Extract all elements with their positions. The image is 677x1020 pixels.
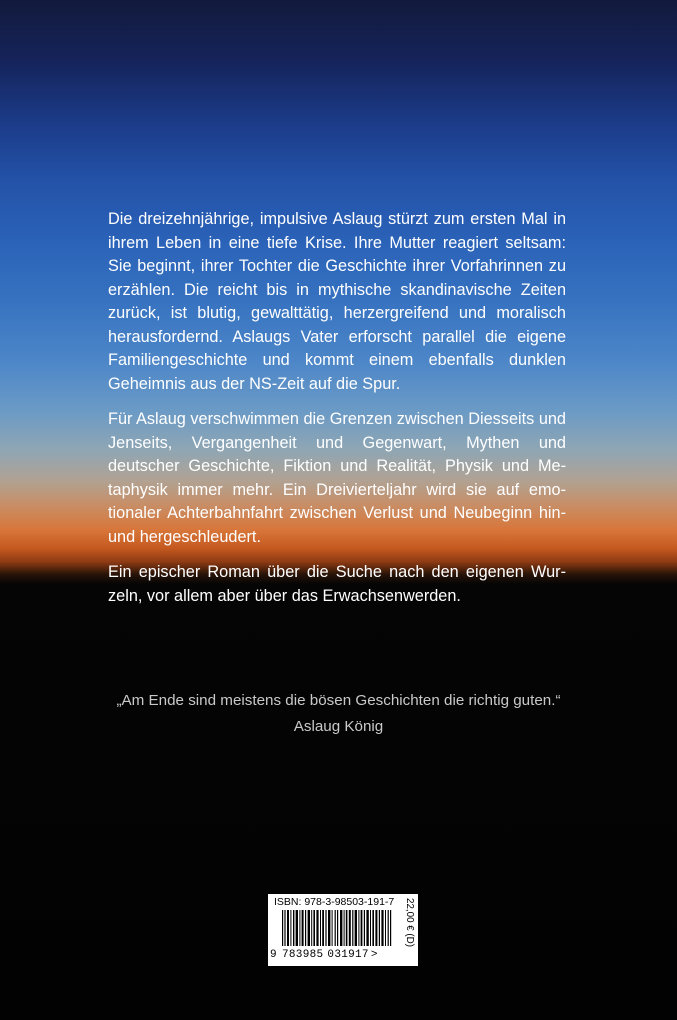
barcode-digit-first: 9 [270,949,277,961]
barcode-digit-group-2: 031917 [327,949,369,961]
quote-author: Aslaug König [293,718,384,735]
quote-text: „Am Ende sind meistens die bösen Geschichten die richtig guten.“ [116,692,561,709]
blurb-text [108,208,566,620]
blurb-paragraph-3: Ein epischer Roman über die Suche nach den eigenen Wurzeln, vor allem aber über das Erwachsenwerden. [108,563,566,605]
isbn-label: ISBN: 978-3-98503-191-7 [274,896,395,908]
blurb-paragraph-2: Für Aslaug verschwimmen die Grenzen zwischen Diesseits und Jenseits, Vergangenheit und Gegenwart, Mythen und deutscher Geschichte, Fiktion und Realität, Physik und Metaphysik immer mehr. Ein Dreivierteljahr wird sie auf emotionaler Achterbahnfahrt zwischen Verlust und Neubeginn hin- und hergeschleudert. [108,410,566,546]
barcode-digits [270,946,398,964]
blurb-paragraph-1: Die dreizehnjährige, impulsive Aslaug stürzt zum ersten Mal in ihrem Leben in eine tiefe Krise. Ihre Mutter reagiert seltsam: Sie beginnt, ihrer Tochter die Geschichte ihrer Vorfahrinnen zu erzählen. Die reicht bis in mythische skandinavische Zeiten zurück, ist blutig, gewalttätig, herzergreifend und moralisch herausfordernd. Aslaugs Vater erforscht parallel die eigene Familiengeschichte und kommt einem ebenfalls dunklen Geheimnis aus der NS-Zeit auf die Spur. [108,210,566,393]
price-label: 22,00 € (D) [404,898,415,948]
barcode-digit-group-1: 783985 [282,949,324,961]
isbn-barcode [268,894,418,966]
barcode-arrow: > [370,949,378,961]
